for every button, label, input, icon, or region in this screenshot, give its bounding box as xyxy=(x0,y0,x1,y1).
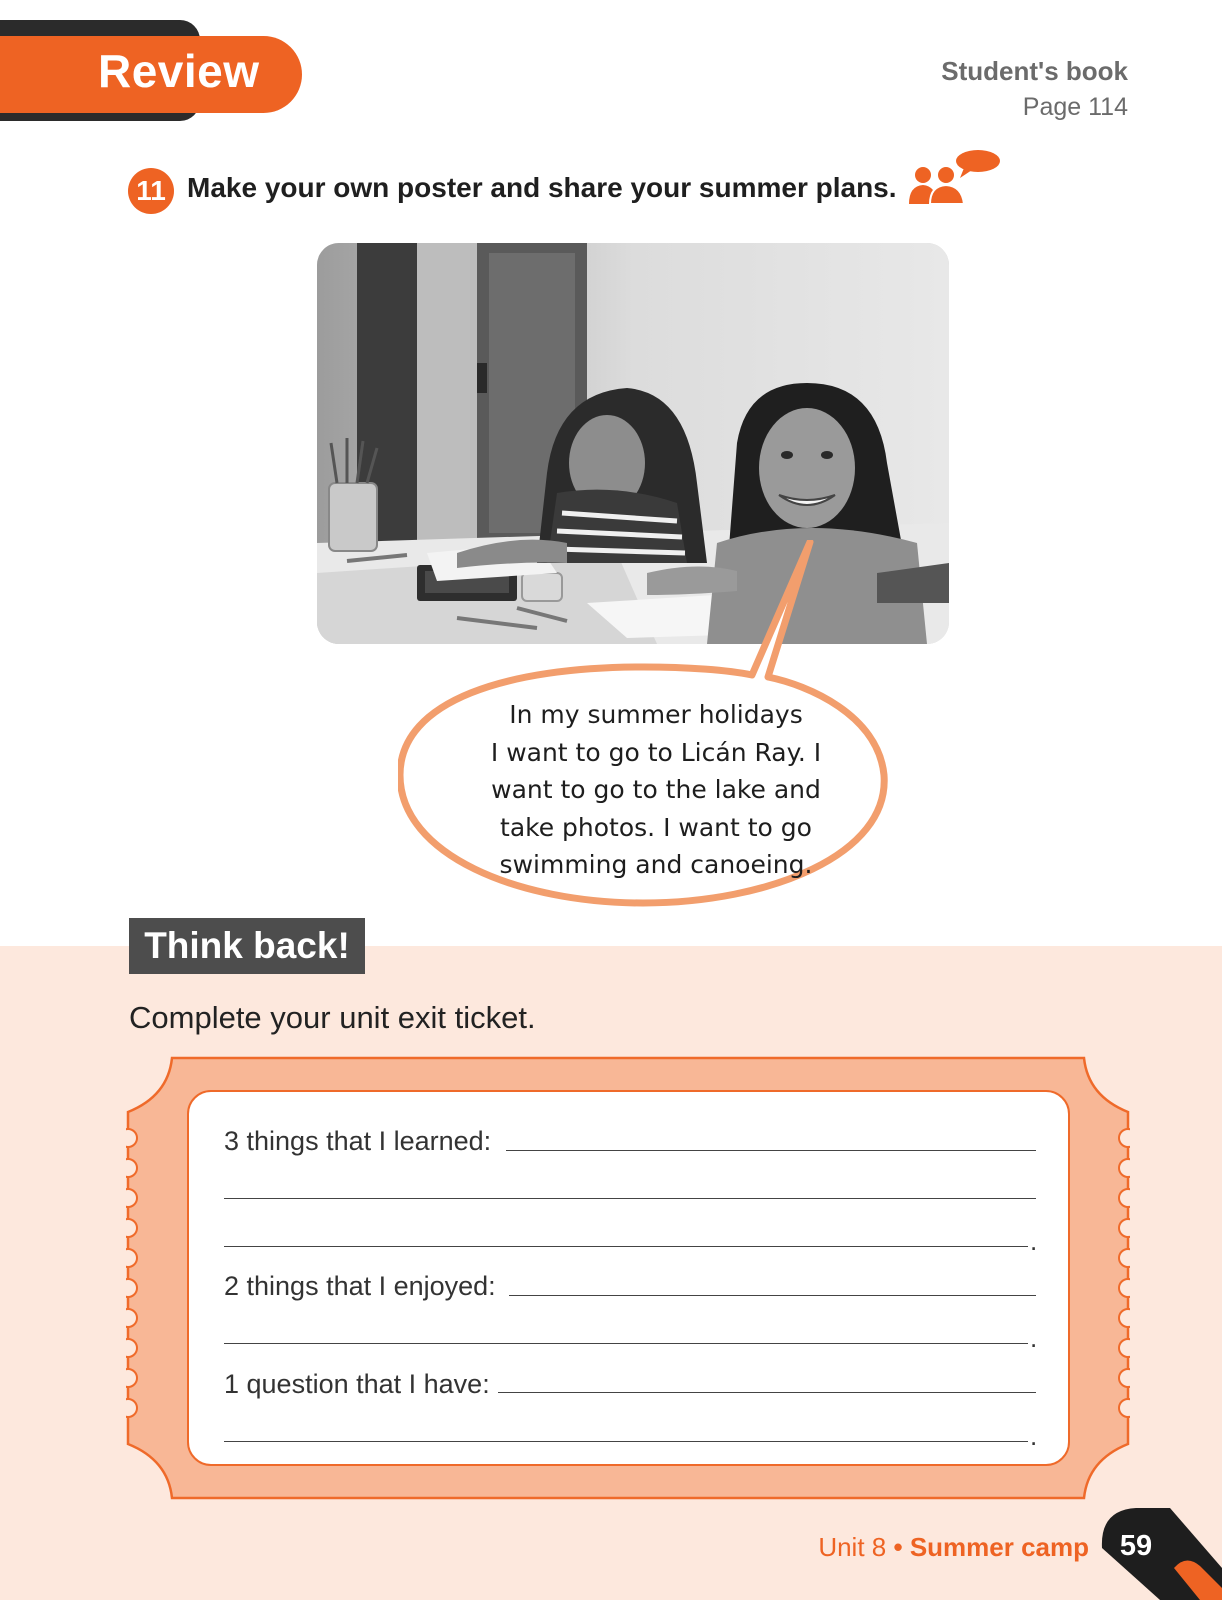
page-reference: Page 114 xyxy=(1022,93,1128,121)
activity-instruction: Make your own poster and share your summer plans. xyxy=(187,172,897,203)
end-mark: . xyxy=(1030,1323,1038,1353)
learned-label: 3 things that I learned: xyxy=(224,1126,492,1156)
unit-label: Unit 8 xyxy=(818,1532,887,1562)
section-title: Review xyxy=(98,45,260,97)
think-back-instruction: Complete your unit exit ticket. xyxy=(129,1000,536,1035)
end-mark: . xyxy=(1030,1421,1038,1451)
learned-answer-line-3[interactable] xyxy=(224,1246,1028,1247)
question-label: 1 question that I have: xyxy=(224,1369,490,1399)
activity-number: 11 xyxy=(128,168,174,214)
enjoyed-label: 2 things that I enjoyed: xyxy=(224,1271,496,1301)
question-answer-line-1[interactable] xyxy=(498,1392,1036,1393)
end-mark: . xyxy=(1030,1226,1038,1256)
speech-line: I want to go to Licán Ray. I xyxy=(490,737,822,767)
speech-line: take photos. I want to go xyxy=(500,812,812,842)
page-number: 59 xyxy=(1119,1530,1153,1562)
footer-unit xyxy=(818,1532,1089,1563)
student-book-reference xyxy=(941,56,1128,122)
learned-answer-line-2[interactable] xyxy=(224,1198,1036,1199)
speech-bubble-text xyxy=(456,696,856,884)
enjoyed-answer-line-2[interactable] xyxy=(224,1343,1028,1344)
think-back-label: Think back! xyxy=(129,918,365,974)
enjoyed-answer-line-1[interactable] xyxy=(509,1295,1036,1296)
speech-line: swimming and canoeing. xyxy=(499,850,813,879)
question-answer-line-2[interactable] xyxy=(224,1441,1028,1442)
book-label: Student's book xyxy=(941,56,1128,86)
speech-line: want to go to the lake and xyxy=(491,775,821,804)
footer-bullet: • xyxy=(893,1532,903,1562)
speech-line: In my summer holidays xyxy=(509,700,803,729)
pair-work-icon xyxy=(908,148,1002,211)
unit-title: Summer camp xyxy=(909,1532,1089,1562)
learned-answer-line-1[interactable] xyxy=(506,1150,1036,1151)
